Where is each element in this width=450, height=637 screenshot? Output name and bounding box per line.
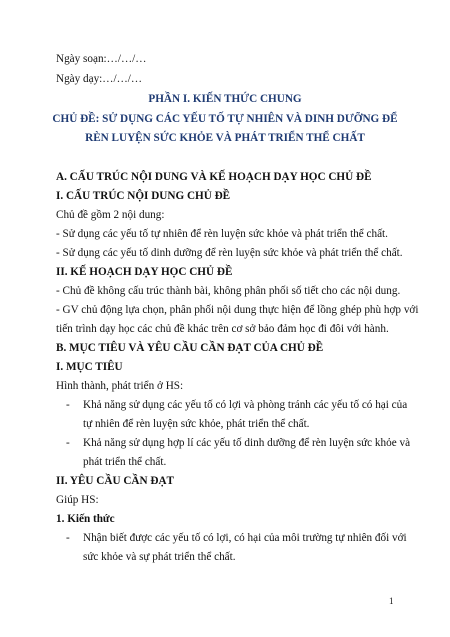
part-title: PHẦN I. KIẾN THỨC CHUNG bbox=[148, 93, 302, 105]
b2-list-item-1-line-2: sức khỏe và sự phát triển thể chất. bbox=[83, 551, 236, 563]
topic-title-line-1: CHỦ ĐỀ: SỬ DỤNG CÁC YẾU TỐ TỰ NHIÊN VÀ DINH DƯỠNG ĐỂ bbox=[52, 113, 398, 125]
list-bullet: - bbox=[66, 437, 70, 449]
list-bullet: - bbox=[66, 532, 70, 544]
section-b2-heading: II. YÊU CẦU CẦN ĐẠT bbox=[56, 475, 174, 487]
a1-paragraph-1: Chủ đề gồm 2 nội dung: bbox=[56, 209, 165, 221]
section-a1-heading: I. CẤU TRÚC NỘI DUNG CHỦ ĐỀ bbox=[56, 190, 231, 202]
b2-subheading-knowledge: 1. Kiến thức bbox=[56, 513, 115, 525]
a2-paragraph-3: tiến trình dạy học các chủ đề khác trên cơ sở bảo đảm học đi đôi với hành. bbox=[56, 323, 389, 335]
b2-list-item-1-line-1: Nhận biết được các yếu tố có lợi, có hại của môi trường tự nhiên đối với bbox=[83, 532, 407, 544]
b2-paragraph-1: Giúp HS: bbox=[56, 494, 99, 506]
prep-date: Ngày soạn:…/…/… bbox=[56, 53, 147, 65]
teach-date: Ngày dạy:…/…/… bbox=[56, 73, 143, 85]
topic-title-line-2: RÈN LUYỆN SỨC KHỎE VÀ PHÁT TRIỂN THỂ CHẤT bbox=[85, 132, 365, 144]
section-b-heading: B. MỤC TIÊU VÀ YÊU CẦU CẦN ĐẠT CỦA CHỦ ĐỀ bbox=[56, 342, 324, 354]
b1-list-item-2-line-1: Khả năng sử dụng hợp lí các yếu tố dinh dưỡng để rèn luyện sức khỏe và bbox=[83, 437, 411, 449]
b1-list-item-1-line-1: Khả năng sử dụng các yếu tố có lợi và phòng tránh các yếu tố có hại của bbox=[83, 399, 408, 411]
section-a-heading: A. CẤU TRÚC NỘI DUNG VÀ KẾ HOẠCH DẠY HỌC CHỦ ĐỀ bbox=[56, 171, 372, 183]
a2-paragraph-2: - GV chủ động lựa chọn, phân phối nội dung thực hiện để lồng ghép phù hợp với bbox=[56, 304, 419, 316]
section-b1-heading: I. MỤC TIÊU bbox=[56, 361, 123, 373]
section-a2-heading: II. KẾ HOẠCH DẠY HỌC CHỦ ĐỀ bbox=[56, 266, 233, 278]
a1-paragraph-2: - Sử dụng các yếu tố tự nhiên để rèn luyện sức khỏe và phát triển thể chất. bbox=[56, 228, 388, 240]
b1-list-item-2-line-2: phát triển thể chất. bbox=[83, 456, 167, 468]
page-number: 1 bbox=[389, 596, 394, 606]
a2-paragraph-1: - Chủ đề không cấu trúc thành bài, không phân phối số tiết cho các nội dung. bbox=[56, 285, 401, 297]
b1-paragraph-1: Hình thành, phát triển ở HS: bbox=[56, 380, 184, 392]
list-bullet: - bbox=[66, 399, 70, 411]
a1-paragraph-3: - Sử dụng các yếu tố dinh dưỡng để rèn luyện sức khỏe và phát triển thể chất. bbox=[56, 247, 403, 259]
b1-list-item-1-line-2: tự nhiên để rèn luyện sức khỏe, phát triển thể chất. bbox=[83, 418, 310, 430]
